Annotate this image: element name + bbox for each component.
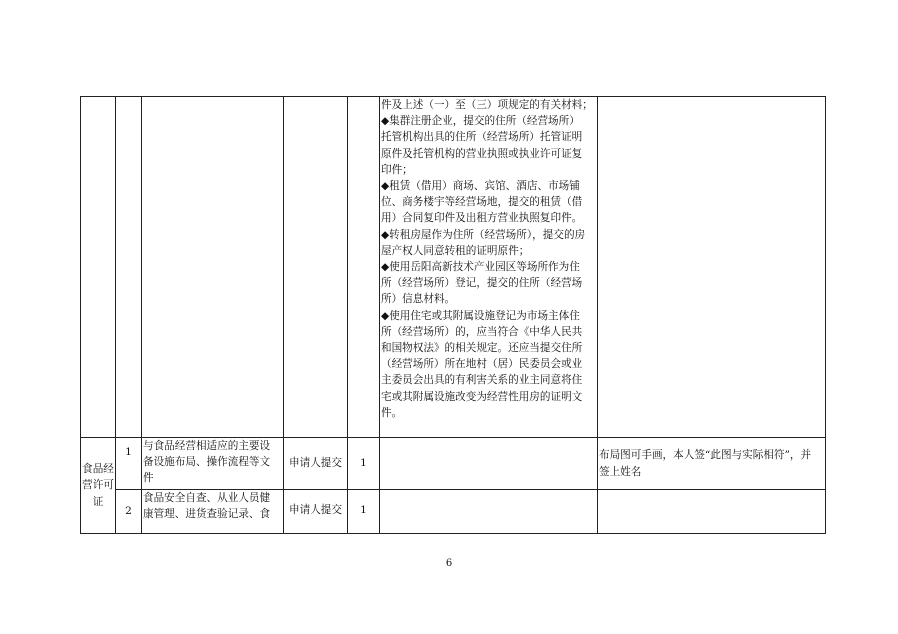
materials-table: [80, 96, 826, 534]
table-row: [81, 490, 826, 534]
requirement-line: （经营场所）所在地村（居）民委员会或业: [381, 358, 583, 371]
source-cell: 申请人提交: [284, 490, 348, 534]
requirements-cell: [380, 97, 598, 438]
requirement-line: 用）合同复印件及出租方营业执照复印件。: [381, 212, 583, 225]
category-cell: [81, 438, 116, 534]
requirement-line: 主委员会出具的有利害关系的业主同意将住: [381, 374, 583, 387]
remarks-line: 布局图可手画，本人签“此图与实际相符”，并: [599, 449, 812, 462]
material-name-cell: [142, 490, 284, 534]
material-name-line: 备设施布局、操作流程等文: [143, 456, 271, 469]
source-cell: [284, 97, 348, 438]
requirement-line: 所）信息材料。: [381, 293, 456, 306]
requirement-line: ◆转租房屋作为住所（经营场所），提交的房: [381, 228, 586, 241]
requirement-line: ◆集群注册企业，提交的住所（经营场所）: [381, 115, 580, 128]
remarks-cell: [598, 490, 826, 534]
requirement-line: ◆使用住宅或其附属设施登记为市场主体住: [381, 309, 580, 322]
material-name-line: 与食品经营相适应的主要设: [143, 440, 271, 452]
copies-cell: 1: [348, 438, 380, 490]
requirement-line: 托管机构出具的住所（经营场所）托管证明: [381, 131, 583, 144]
material-name-cell: [142, 97, 284, 438]
requirement-line: 位、商务楼宇等经营场地，提交的租赁（借: [381, 196, 583, 209]
requirements-cell: [380, 490, 598, 534]
category-cell: [81, 97, 116, 438]
index-cell: 1: [116, 438, 142, 490]
requirement-line: 所（经营场所）登记，提交的住所（经营场: [381, 277, 583, 290]
copies-cell: 1: [348, 490, 380, 534]
material-name-line: 康管理、进货查验记录、食: [143, 508, 271, 521]
table-row-continuation: [81, 97, 826, 438]
requirement-line: 宅或其附属设施改变为经营性用房的证明文: [381, 390, 583, 403]
requirement-line: 和国物权法》的相关规定。还应当提交住所: [381, 342, 583, 355]
index-cell: 2: [116, 490, 142, 534]
table-row: [81, 438, 826, 490]
material-name-line: 件: [143, 472, 154, 485]
remarks-line: 签上姓名: [599, 465, 642, 478]
page-number: 6: [445, 558, 453, 569]
requirement-line: ◆使用岳阳高新技术产业园区等场所作为住: [381, 261, 580, 274]
requirement-line: 原件及托管机构的营业执照或执业许可证复: [381, 147, 583, 160]
index-cell: [116, 97, 142, 438]
requirement-line: 印件；: [381, 163, 413, 176]
requirement-line: 所（经营场所）的，应当符合《中华人民共: [381, 325, 583, 338]
copies-cell: [348, 97, 380, 438]
category-line: 食品经: [82, 463, 114, 476]
requirement-line: 件。: [381, 406, 403, 419]
category-line: 营许可: [82, 479, 114, 492]
requirement-line: 屋产权人同意转租的证明原件；: [381, 244, 530, 257]
material-name-line: 食品安全自查、从业人员健: [143, 492, 271, 504]
remarks-cell: [598, 438, 826, 490]
source-cell: 申请人提交: [284, 438, 348, 490]
material-name-cell: [142, 438, 284, 490]
requirement-line: 件及上述（一）至（三）项规定的有关材料；: [381, 99, 593, 111]
requirements-cell: [380, 438, 598, 490]
category-line: 证: [92, 495, 104, 508]
requirement-line: ◆租赁（借用）商场、宾馆、酒店、市场铺: [381, 180, 580, 193]
remarks-cell: [598, 97, 826, 438]
